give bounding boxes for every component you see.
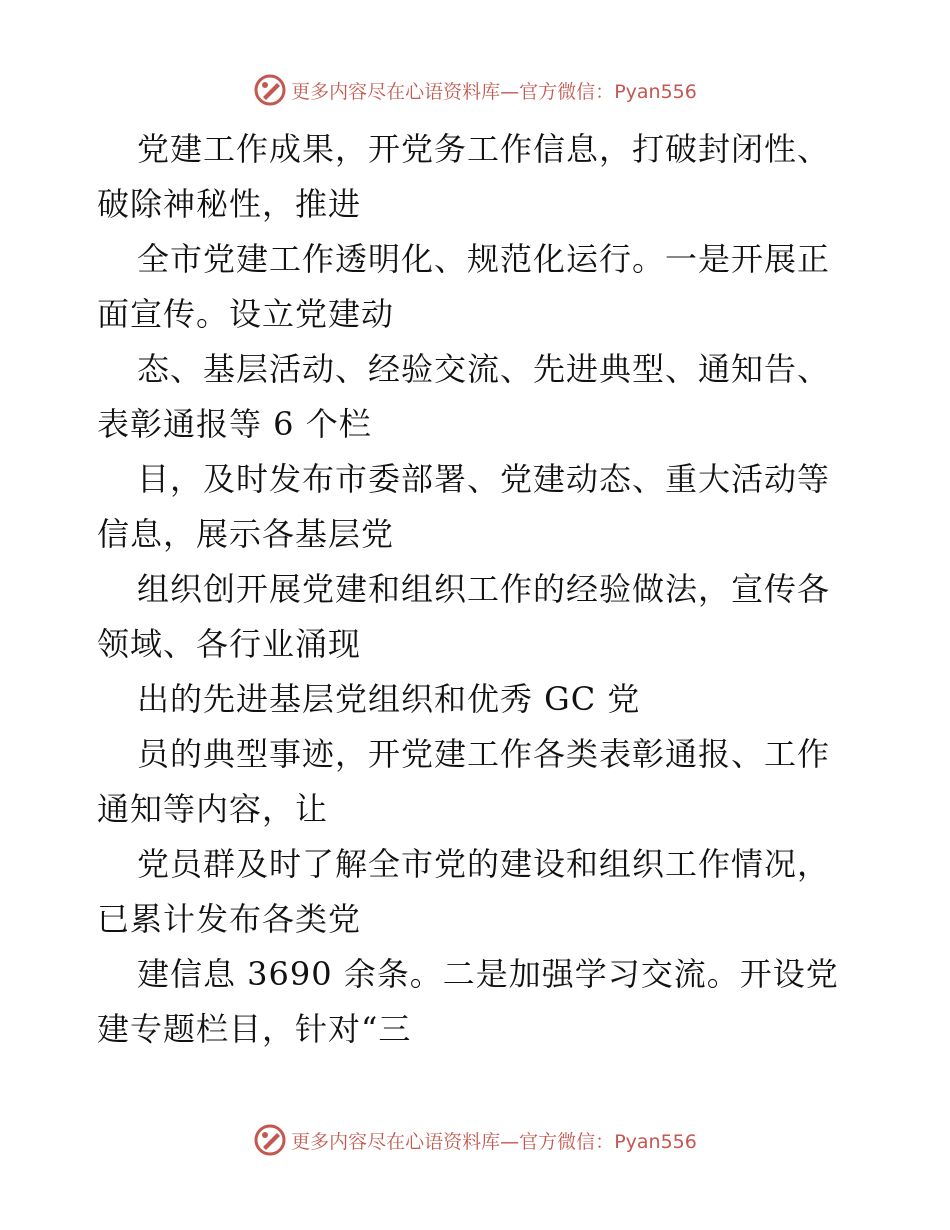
text-line: 领域、各行业涌现 — [97, 625, 362, 663]
text-line: 党员群及时了解全市党的建设和组织工作情况， — [137, 845, 831, 883]
watermark-separator: — — [500, 80, 520, 103]
paragraph — [97, 122, 857, 232]
watermark-id: Pyan556 — [614, 1130, 697, 1153]
text-line: 员的典型事迹，开党建工作各类表彰通报、工作 — [137, 735, 831, 773]
text-line: 目，及时发布市委部署、党建动态、重大活动等 — [137, 460, 831, 498]
paragraph — [97, 837, 857, 947]
watermark-id: Pyan556 — [614, 80, 697, 103]
text-line: 态、基层活动、经验交流、先进典型、通知告、 — [137, 350, 831, 388]
text-line: 表彰通报等 6 个栏 — [97, 405, 372, 443]
text-line: 已累计发布各类党 — [97, 900, 362, 938]
watermark-suffix: 官方微信： — [519, 1130, 615, 1153]
watermark-main: 更多内容尽在心语资料库 — [291, 80, 501, 103]
watermark-separator: — — [500, 1130, 520, 1153]
watermark-header — [0, 70, 950, 110]
paragraph — [97, 727, 857, 837]
text-line: 通知等内容，让 — [97, 790, 329, 828]
brand-logo-icon — [253, 73, 287, 107]
text-line: 组织创开展党建和组织工作的经验做法，宣传各 — [137, 570, 831, 608]
paragraph — [97, 672, 857, 727]
text-line: 面宣传。设立党建动 — [97, 295, 395, 333]
brand-logo-icon — [253, 1123, 287, 1157]
text-line: 破除神秘性，推进 — [97, 185, 362, 223]
text-line: 建信息 3690 余条。二是加强学习交流。开设党 — [137, 955, 839, 993]
watermark-suffix: 官方微信： — [519, 80, 615, 103]
paragraph — [97, 562, 857, 672]
text-line: 信息，展示各基层党 — [97, 515, 395, 553]
text-line: 党建工作成果，开党务工作信息，打破封闭性、 — [137, 130, 831, 168]
watermark-text — [291, 1127, 697, 1154]
paragraph — [97, 232, 857, 342]
paragraph — [97, 342, 857, 452]
text-line: 全市党建工作透明化、规范化运行。一是开展正 — [137, 240, 831, 278]
document-body — [97, 122, 857, 1057]
watermark-main: 更多内容尽在心语资料库 — [291, 1130, 501, 1153]
paragraph — [97, 452, 857, 562]
watermark-footer — [0, 1120, 950, 1160]
paragraph — [97, 947, 857, 1057]
text-line: 建专题栏目，针对“三 — [97, 1010, 412, 1048]
watermark-text — [291, 77, 697, 104]
text-line: 出的先进基层党组织和优秀 GC 党 — [137, 680, 641, 718]
